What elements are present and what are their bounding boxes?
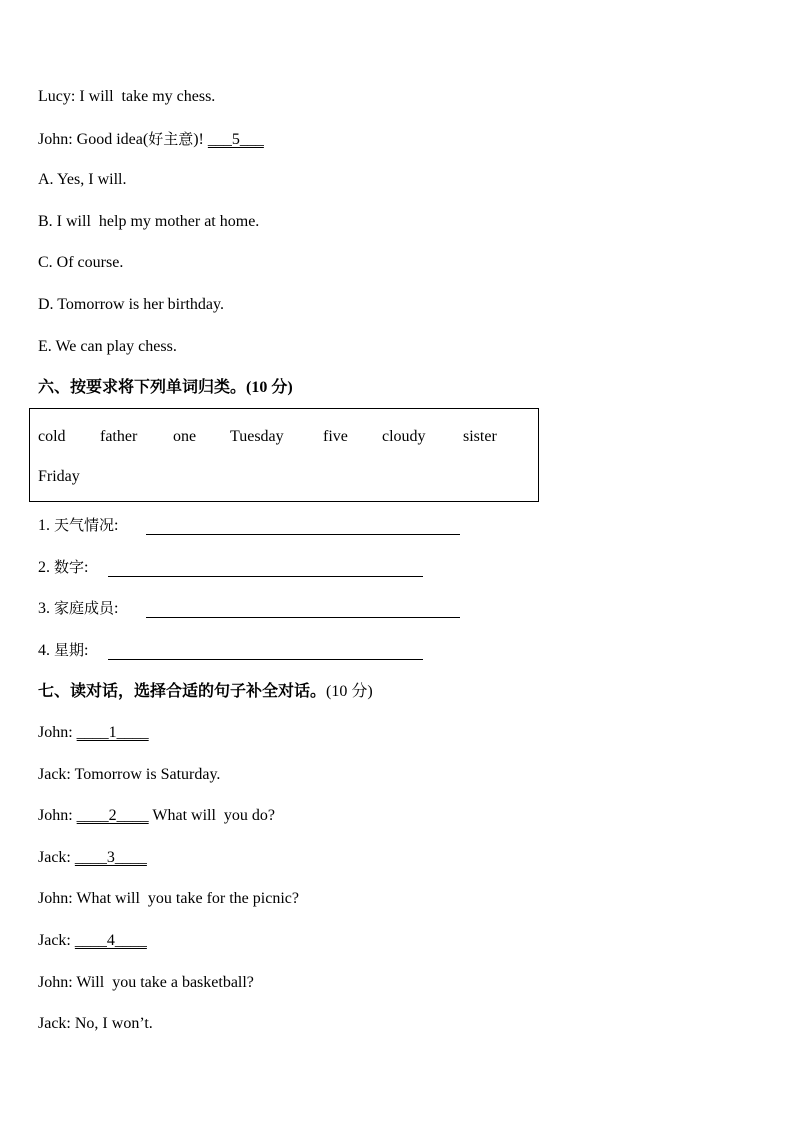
category-label: 数字 — [54, 558, 85, 576]
answer-blank-3[interactable]: ____3____ — [74, 849, 147, 866]
word-item: Friday — [38, 468, 80, 485]
answer-blank-1[interactable]: ____1____ — [76, 724, 149, 741]
speaker: Jack: — [38, 932, 75, 949]
option-d: D. Tomorrow is her birthday. — [38, 296, 224, 313]
category-numbers-answer-line[interactable] — [108, 576, 423, 577]
word-item: father — [100, 428, 138, 445]
category-colon: : — [114, 600, 119, 617]
dialogue-row — [38, 723, 149, 743]
category-num: 1. — [38, 517, 50, 534]
category-num: 3. — [38, 600, 50, 617]
speaker: John: — [38, 807, 77, 824]
speaker: John: — [38, 974, 77, 991]
answer-blank-2[interactable]: ____2____ — [76, 807, 149, 824]
category-family — [38, 598, 118, 619]
dialogue-line-lucy: Lucy: I will take my chess. — [38, 88, 216, 105]
category-numbers — [38, 557, 88, 578]
category-weekdays-answer-line[interactable] — [108, 659, 423, 660]
dialogue-row: Jack: No, I won’t. — [38, 1015, 153, 1032]
word-box — [29, 408, 539, 502]
category-colon: : — [84, 559, 89, 576]
answer-blank-4[interactable]: ____4____ — [74, 932, 147, 949]
category-family-answer-line[interactable] — [146, 617, 460, 618]
category-weather — [38, 515, 118, 536]
speaker: Jack: — [38, 1015, 75, 1032]
word-item: cold — [38, 428, 66, 445]
speaker: Jack: — [38, 849, 75, 866]
dialogue-row — [38, 931, 147, 951]
word-item: five — [323, 428, 348, 445]
category-colon: : — [114, 517, 119, 534]
word-item: sister — [463, 428, 497, 445]
dialogue-line-john — [38, 129, 264, 150]
option-a: A. Yes, I will. — [38, 171, 127, 188]
section-7-score: (10 分) — [326, 683, 373, 700]
category-num: 4. — [38, 642, 50, 659]
dialogue-row: John: ____2____ What will you do? — [38, 807, 276, 824]
section-6-title: 六、按要求将下列单词归类。 — [38, 377, 247, 396]
section-7-title: 七、读对话，选择合适的句子补全对话。 — [38, 681, 327, 700]
speaker: John: — [38, 724, 77, 741]
category-label: 家庭成员 — [54, 599, 115, 617]
category-label: 天气情况 — [54, 516, 115, 534]
category-weekdays — [38, 640, 88, 661]
option-c: C. Of course. — [38, 254, 124, 271]
category-weather-answer-line[interactable] — [146, 534, 460, 535]
word-item: cloudy — [382, 428, 426, 445]
dialogue-row: Jack: Tomorrow is Saturday. — [38, 766, 221, 783]
answer-blank-5[interactable]: ___5___ — [207, 131, 264, 148]
speaker: John: — [38, 890, 77, 907]
option-b: B. I will help my mother at home. — [38, 213, 260, 230]
dialogue-row — [38, 848, 147, 868]
dialogue-row: John: Will you take a basketball? — [38, 974, 254, 991]
option-e: E. We can play chess. — [38, 338, 177, 355]
category-label: 星期 — [54, 641, 85, 659]
section-6-score: (10 分) — [246, 379, 293, 396]
category-colon: : — [84, 642, 89, 659]
john-suffix: )! — [193, 131, 208, 148]
section-6-heading — [38, 377, 293, 398]
john-zh: 好主意 — [148, 130, 194, 148]
speaker: Jack: — [38, 766, 75, 783]
john-prefix: John: Good idea( — [38, 131, 149, 148]
dialogue-row: John: What will you take for the picnic? — [38, 890, 299, 907]
category-num: 2. — [38, 559, 50, 576]
word-item: Tuesday — [230, 428, 284, 445]
word-item: one — [173, 428, 197, 445]
section-7-heading — [38, 681, 373, 702]
